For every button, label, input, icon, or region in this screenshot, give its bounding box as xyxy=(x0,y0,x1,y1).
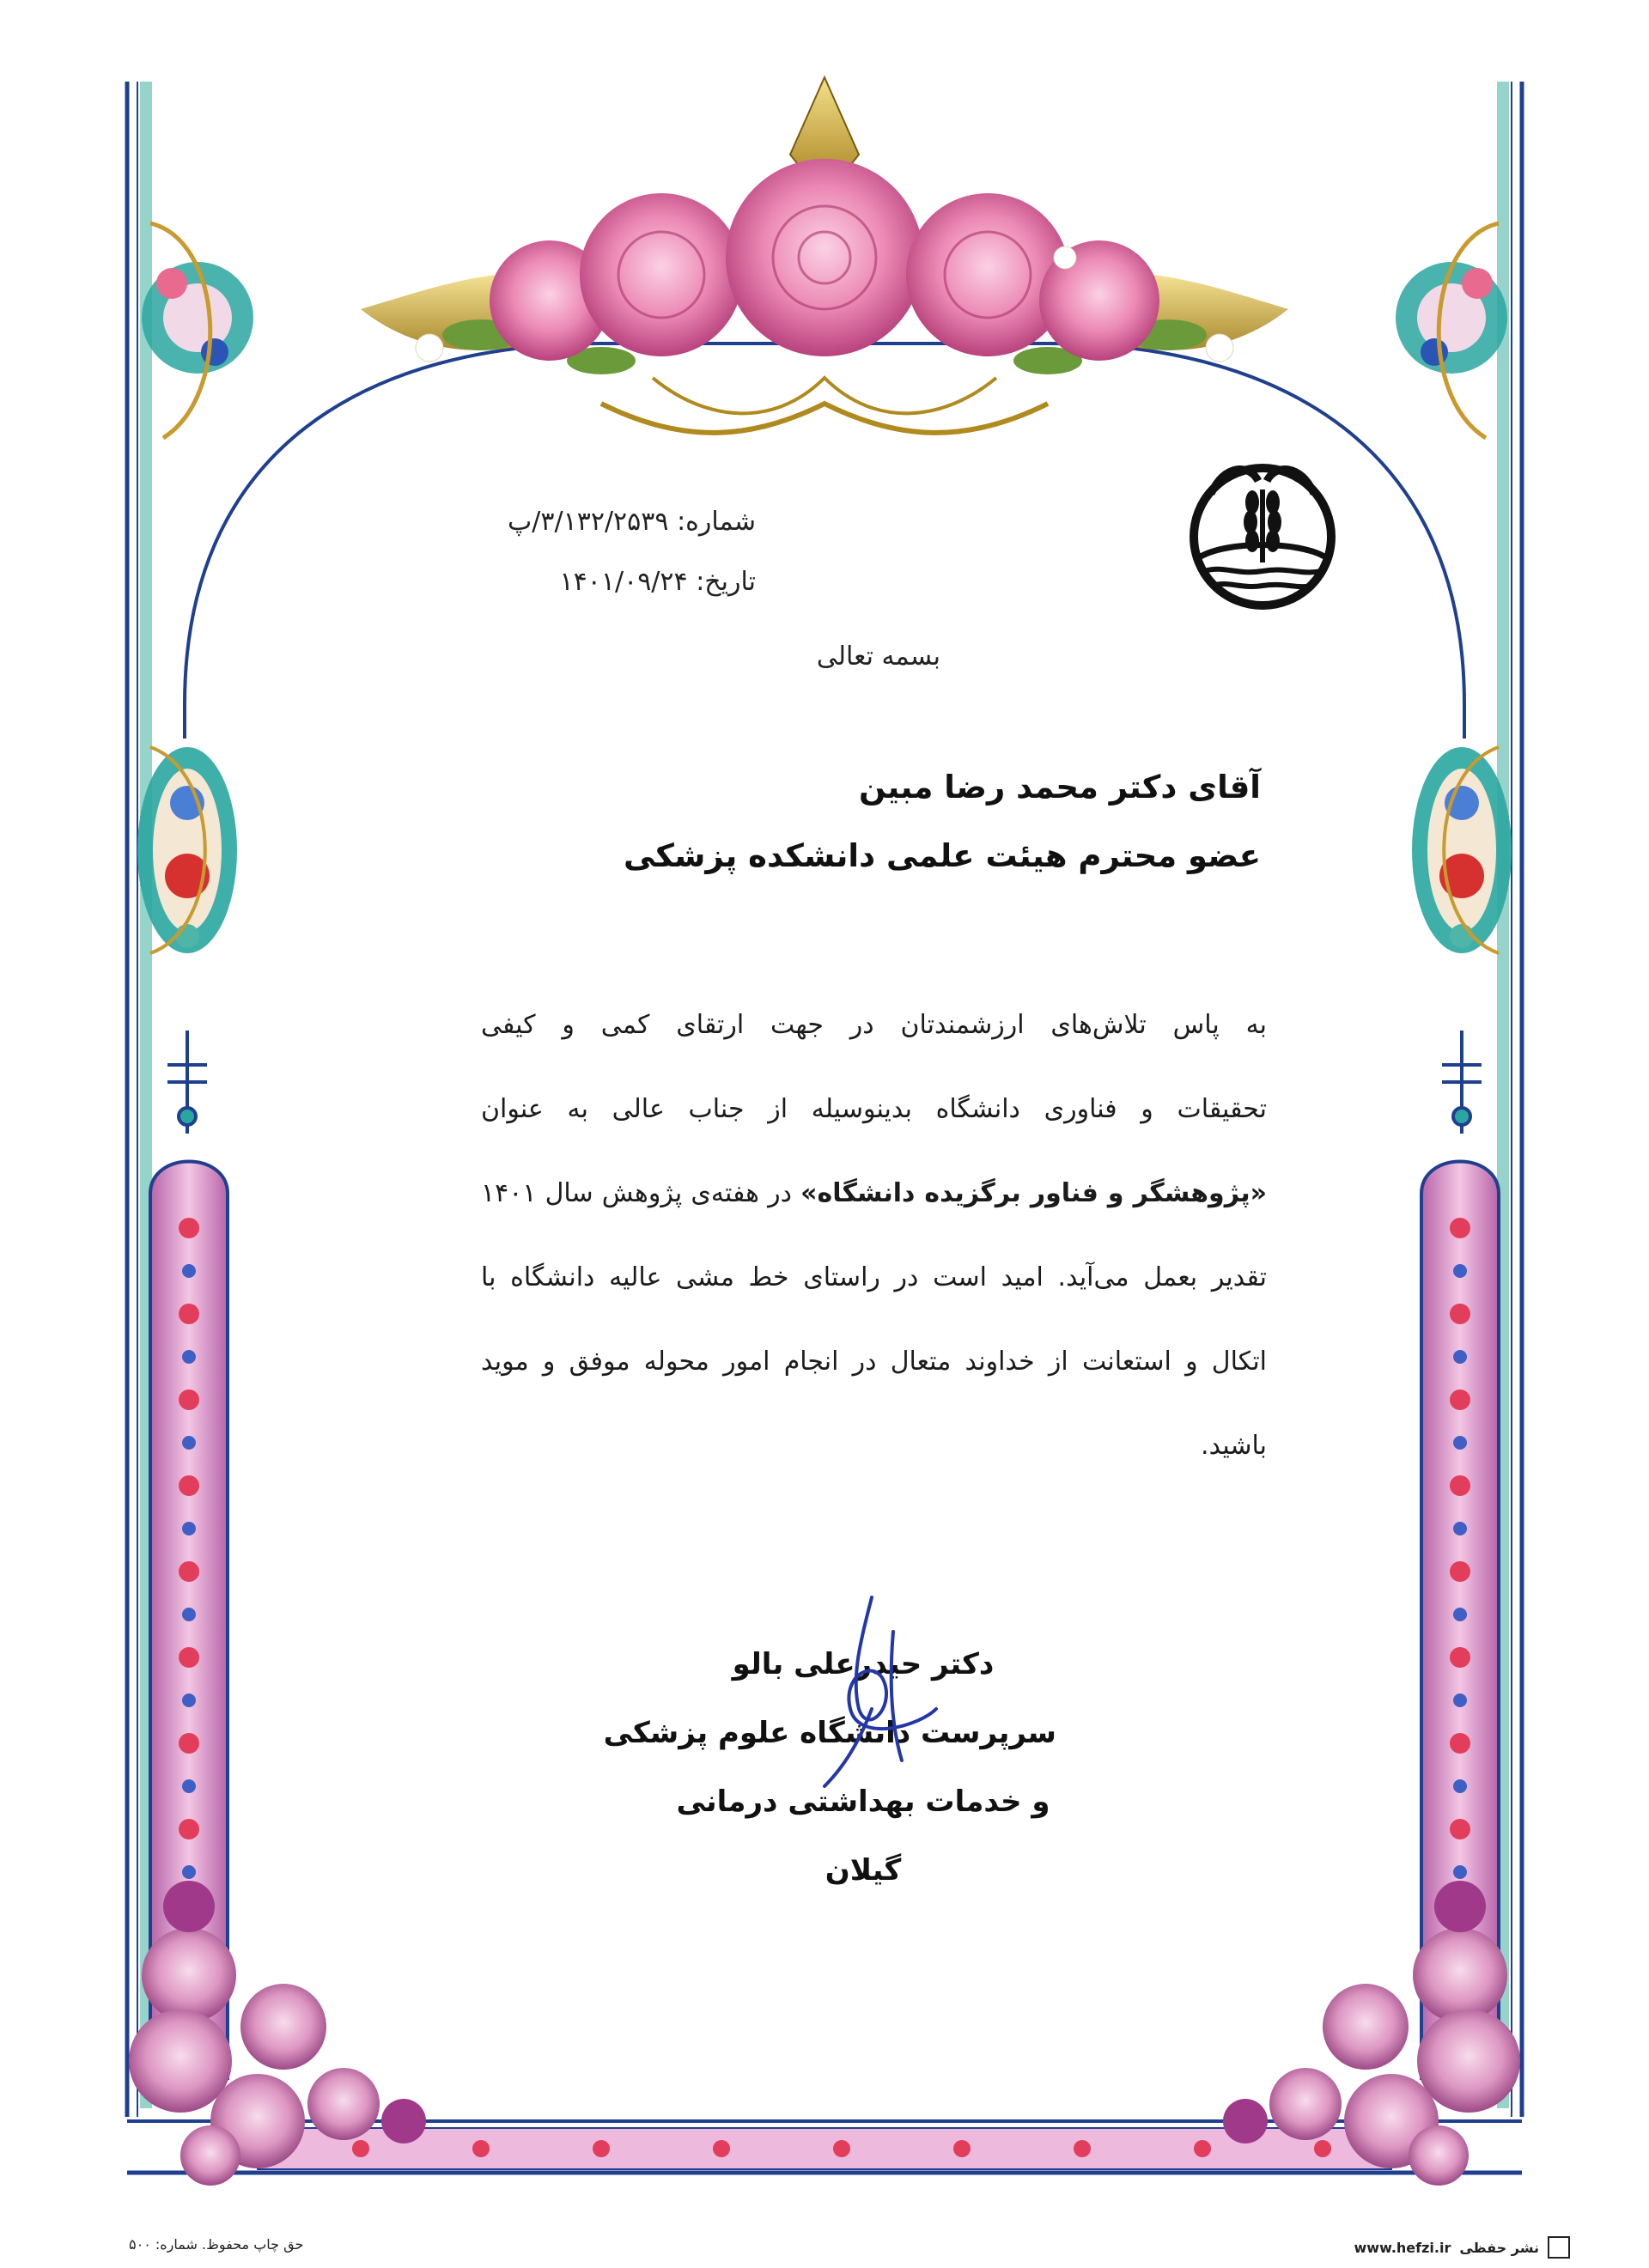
body-line: تحقیقات و فناوری دانشگاه بدینوسیله از جناب عالی به عنوان xyxy=(481,1094,1267,1124)
body-line: اتکال و استعانت از خداوند متعال در انجام امور محوله موفق و موید xyxy=(481,1347,1267,1377)
body-line xyxy=(481,1152,1267,1236)
footer-copyright: حق چاپ محفوظ. شماره: ۵۰۰ xyxy=(129,2236,304,2253)
body-line: تقدیر بعمل می‌آید. امید است در راستای خط مشی عالیه دانشگاه با xyxy=(481,1262,1267,1292)
upper-left-ornament xyxy=(142,223,253,438)
university-logo xyxy=(1177,455,1348,653)
signatory-position: گیلان xyxy=(824,1853,902,1888)
mid-left-medallion xyxy=(137,747,237,953)
signatory-name: دکتر حیدرعلی بالو xyxy=(732,1647,995,1681)
upper-right-ornament xyxy=(1396,223,1507,438)
footer-publisher xyxy=(1354,2236,1571,2259)
letter-date-value: ۱۴۰۱/۰۹/۲۴ xyxy=(559,567,688,597)
body-line-rest: در هفته‌ی پژوهش سال ۱۴۰۱ xyxy=(481,1178,792,1208)
publisher-name: نشر حفظی xyxy=(1459,2239,1539,2256)
top-rose-crown xyxy=(361,77,1288,433)
invocation: بسمه تعالی xyxy=(816,641,940,672)
reference-number-value: ۳/۱۳۲/۲۵۳۹/پ xyxy=(508,507,669,537)
publisher-logo-icon xyxy=(1548,2236,1570,2259)
letter-date-label: تاریخ: xyxy=(696,567,756,597)
signatory-position: سرپرست دانشگاه علوم پزشکی xyxy=(603,1716,1056,1750)
letter-date xyxy=(560,567,756,597)
mid-right-medallion xyxy=(1412,747,1512,953)
signatory-position: و خدمات بهداشتی درمانی xyxy=(676,1785,1050,1819)
body-line: به پاس تلاش‌های ارزشمندتان در جهت ارتقای کمی و کیفی xyxy=(481,1010,1267,1040)
publisher-site: www.hefzi.ir xyxy=(1354,2239,1451,2256)
letter-body xyxy=(481,983,1267,1488)
award-title: «پژوهشگر و فناور برگزیده دانشگاه» xyxy=(800,1178,1268,1208)
reference-number-label: شماره: xyxy=(677,507,756,537)
reference-number xyxy=(508,507,756,537)
body-line: باشید. xyxy=(1201,1431,1267,1461)
recipient-name: آقای دکتر محمد رضا مبین xyxy=(859,769,1261,806)
handwritten-signature xyxy=(790,1580,962,1795)
recipient-title: عضو محترم هیئت علمی دانشکده پزشکی xyxy=(624,837,1261,874)
